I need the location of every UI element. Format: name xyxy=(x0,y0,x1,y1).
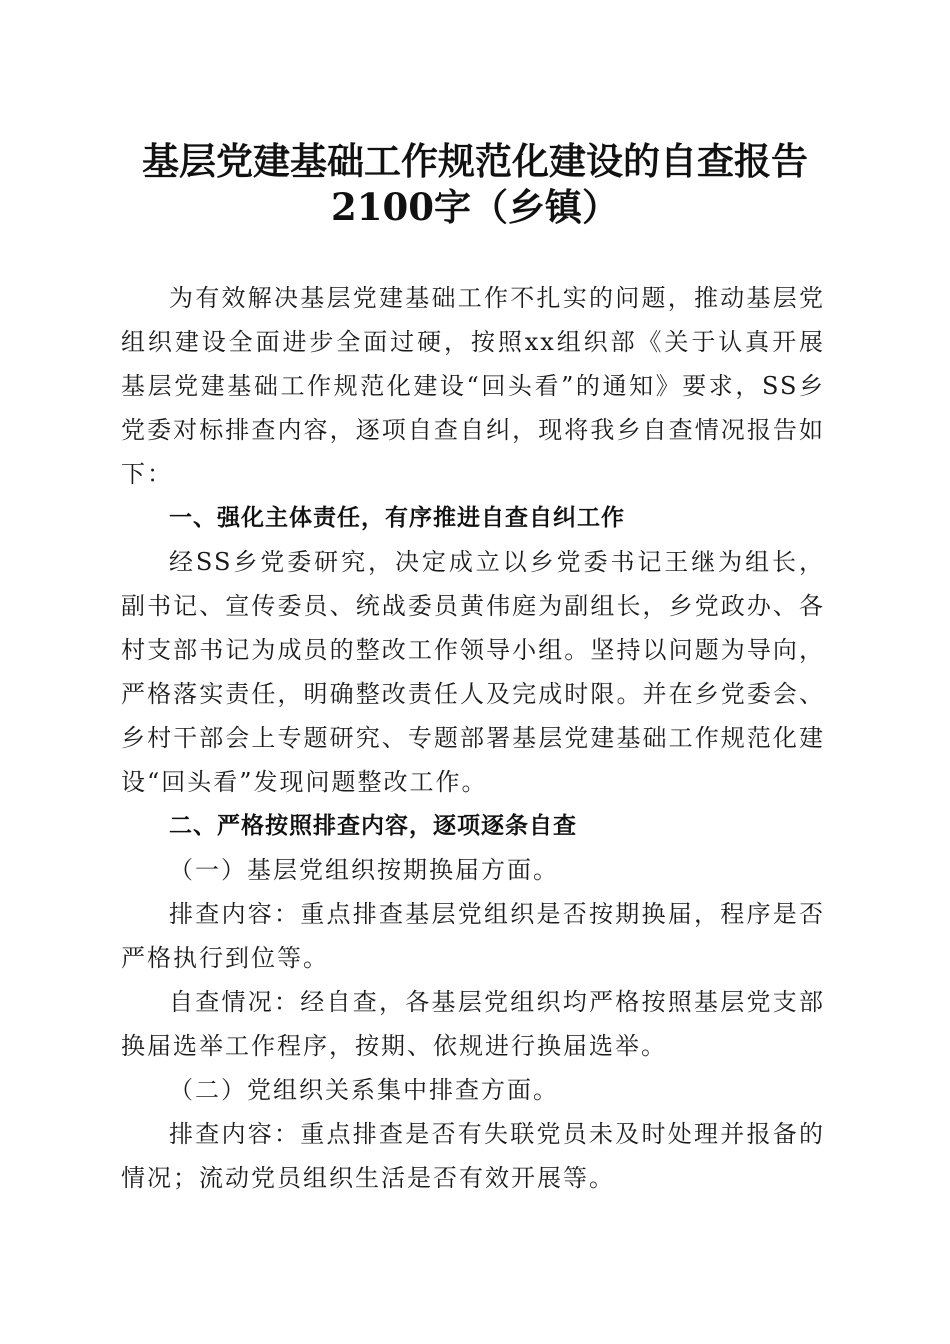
subsection-1-self-check: 自查情况：经自查，各基层党组织均严格按照基层党支部换届选举工作程序，按期、依规进行换届选举。 xyxy=(121,988,825,1060)
subsection-heading-1: （一）基层党组织按期换届方面。 xyxy=(169,856,559,884)
intro-paragraph: 为有效解决基层党建基础工作不扎实的问题，推动基层党组织建设全面进步全面过硬，按照xx组织部《关于认真开展基层党建基础工作规范化建设“回头看”的通知》要求，SS乡党委对标排查内容，逐项自查自纠，现将我乡自查情况报告如下： xyxy=(121,284,825,488)
document-body xyxy=(121,276,825,1200)
section-heading-1: 一、强化主体责任，有序推进自查自纠工作 xyxy=(169,505,625,531)
document-title-line-1: 基层党建基础工作规范化建设的自查报告 xyxy=(142,139,808,183)
subsection-2-check-content: 排查内容：重点排查是否有失联党员未及时处理并报备的情况；流动党员组织生活是否有效开展等。 xyxy=(121,1120,825,1192)
subsection-heading-2: （二）党组织关系集中排查方面。 xyxy=(169,1076,559,1104)
document-title-line-2: 2100字（乡镇） xyxy=(331,185,619,229)
subsection-1-check-content: 排查内容：重点排查基层党组织是否按期换届，程序是否严格执行到位等。 xyxy=(121,900,825,972)
section-1-paragraph: 经SS乡党委研究，决定成立以乡党委书记王继为组长，副书记、宣传委员、统战委员黄伟庭为副组长，乡党政办、各村支部书记为成员的整改工作领导小组。坚持以问题为导向，严格落实责任，明确整改责任人及完成时限。并在乡党委会、乡村干部会上专题研究、专题部署基层党建基础工作规范化建设“回头看”发现问题整改工作。 xyxy=(121,548,825,796)
section-heading-2: 二、严格按照排查内容，逐项逐条自查 xyxy=(169,813,577,839)
